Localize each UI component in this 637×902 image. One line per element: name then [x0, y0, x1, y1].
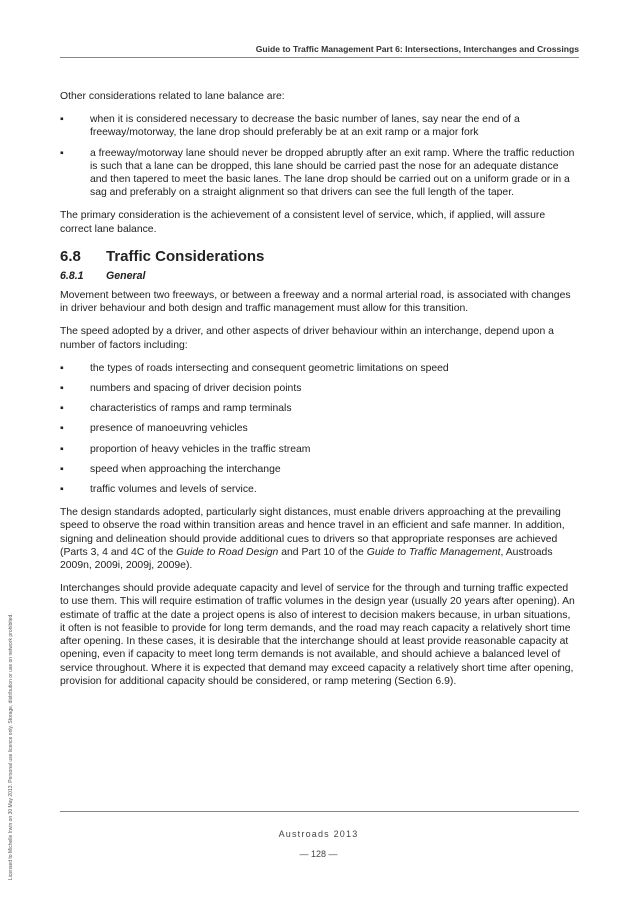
section-title: Traffic Considerations — [106, 247, 265, 265]
bullet-icon: ▪ — [60, 443, 64, 455]
footer-divider — [60, 811, 579, 812]
bullet-icon: ▪ — [60, 147, 64, 159]
design-text-1: The design standards adopted, particularly sight distances, must enable drivers approaching at the prevailing speed to observe the road within transition areas and hence travel in an efficient and safe manner. In addition, signing and delineation should provide additional cues to drivers so that appropriate responses are achieved (Parts 3, 4 and 4C of the — [60, 507, 565, 558]
list-item-text: numbers and spacing of driver decision points — [90, 383, 302, 395]
primary-consideration-paragraph: The primary consideration is the achievement of a consistent level of service, which, if applied, will assure correct lane balance. — [60, 210, 546, 235]
design-citation-road-design: Guide to Road Design — [176, 546, 279, 558]
bullet-icon: ▪ — [60, 403, 64, 415]
page-number: — 128 — — [299, 849, 338, 859]
list-item — [60, 362, 578, 375]
running-header: Guide to Traffic Management Part 6: Intersections, Interchanges and Crossings — [255, 44, 579, 54]
bullet-icon: ▪ — [60, 463, 64, 475]
subsection-heading — [60, 270, 578, 283]
lane-balance-list — [60, 113, 578, 199]
bullet-icon: ▪ — [60, 383, 64, 395]
list-item — [60, 443, 578, 456]
licence-watermark: Licensed to Michelle Irwin on 30 May 2013. Personal use licence only. Storage, distribution or use on network prohibited. — [8, 613, 14, 880]
bullet-icon: ▪ — [60, 484, 64, 496]
list-item — [60, 422, 578, 435]
intro-paragraph: Other considerations related to lane balance are: — [60, 91, 285, 102]
list-item — [60, 483, 578, 496]
design-text-2: and Part 10 of the — [278, 546, 367, 558]
section-number: 6.8 — [60, 247, 81, 265]
list-item-text: speed when approaching the interchange — [90, 463, 281, 475]
bullet-icon: ▪ — [60, 423, 64, 435]
page-body — [60, 90, 578, 698]
capacity-paragraph: Interchanges should provide adequate capacity and level of service for the through and turning traffic expected to use them. This will require estimation of traffic volumes in the design year (usually 20 years after opening). An estimate of traffic at the date a project opens is also of interest to decision makers because, in urban situations, it often is not feasible to provide for long term demands, and the road may reach capacity a relatively short time after opening. In these cases, it is desirable that the interchange should at least provide reasonable capacity at opening, even if capacity to meet long term demands is not available, and should achieve a balanced level of service throughout. Where it is expected that demand may exceed capacity a relatively short time after opening, provision for additional capacity should be considered, or ramp metering (Section 6.9). — [60, 583, 575, 687]
list-item-text: presence of manoeuvring vehicles — [90, 423, 248, 435]
list-item-text: the types of roads intersecting and consequent geometric limitations on speed — [90, 362, 449, 374]
list-item — [60, 463, 578, 476]
design-standards-paragraph — [60, 506, 578, 572]
design-text-3: , Austroads 2009n, 2009i, 2009j, 2009e). — [60, 546, 553, 572]
list-item-text: characteristics of ramps and ramp terminals — [90, 403, 292, 415]
header-divider — [60, 57, 579, 58]
subsection-number: 6.8.1 — [60, 269, 84, 282]
subsection-title: General — [106, 269, 146, 282]
design-citation-traffic-management: Guide to Traffic Management — [366, 546, 501, 558]
movement-paragraph: Movement between two freeways, or between a freeway and a normal arterial road, is associated with changes in driver behaviour and both design and traffic management must allow for this transition. — [60, 290, 571, 315]
speed-paragraph: The speed adopted by a driver, and other aspects of driver behaviour within an interchange, depend upon a number of factors including: — [60, 326, 554, 351]
bullet-icon: ▪ — [60, 362, 64, 374]
footer-publisher: Austroads 2013 — [278, 829, 359, 839]
list-item-text: when it is considered necessary to decrease the basic number of lanes, say near the end of a freeway/motorway, the lane drop should preferably be at an exit ramp or a major fork — [90, 114, 520, 139]
list-item-text: traffic volumes and levels of service. — [90, 484, 257, 496]
list-item-text: a freeway/motorway lane should never be dropped abruptly after an exit ramp. Where the traffic reduction is such that a lane can be dropped, this lane should be carried past the nose for an adequate distance and then tapered to meet the basic lanes. The lane drop should be carried out on a uniform grade or in a sag and preferably on a straight alignment so that drivers can see the full length of the taper. — [90, 147, 575, 199]
list-item — [60, 147, 578, 200]
list-item — [60, 113, 578, 139]
list-item — [60, 402, 578, 415]
factors-list — [60, 362, 578, 496]
list-item-text: proportion of heavy vehicles in the traffic stream — [90, 443, 311, 455]
section-heading — [60, 248, 578, 266]
bullet-icon: ▪ — [60, 114, 64, 126]
list-item — [60, 382, 578, 395]
